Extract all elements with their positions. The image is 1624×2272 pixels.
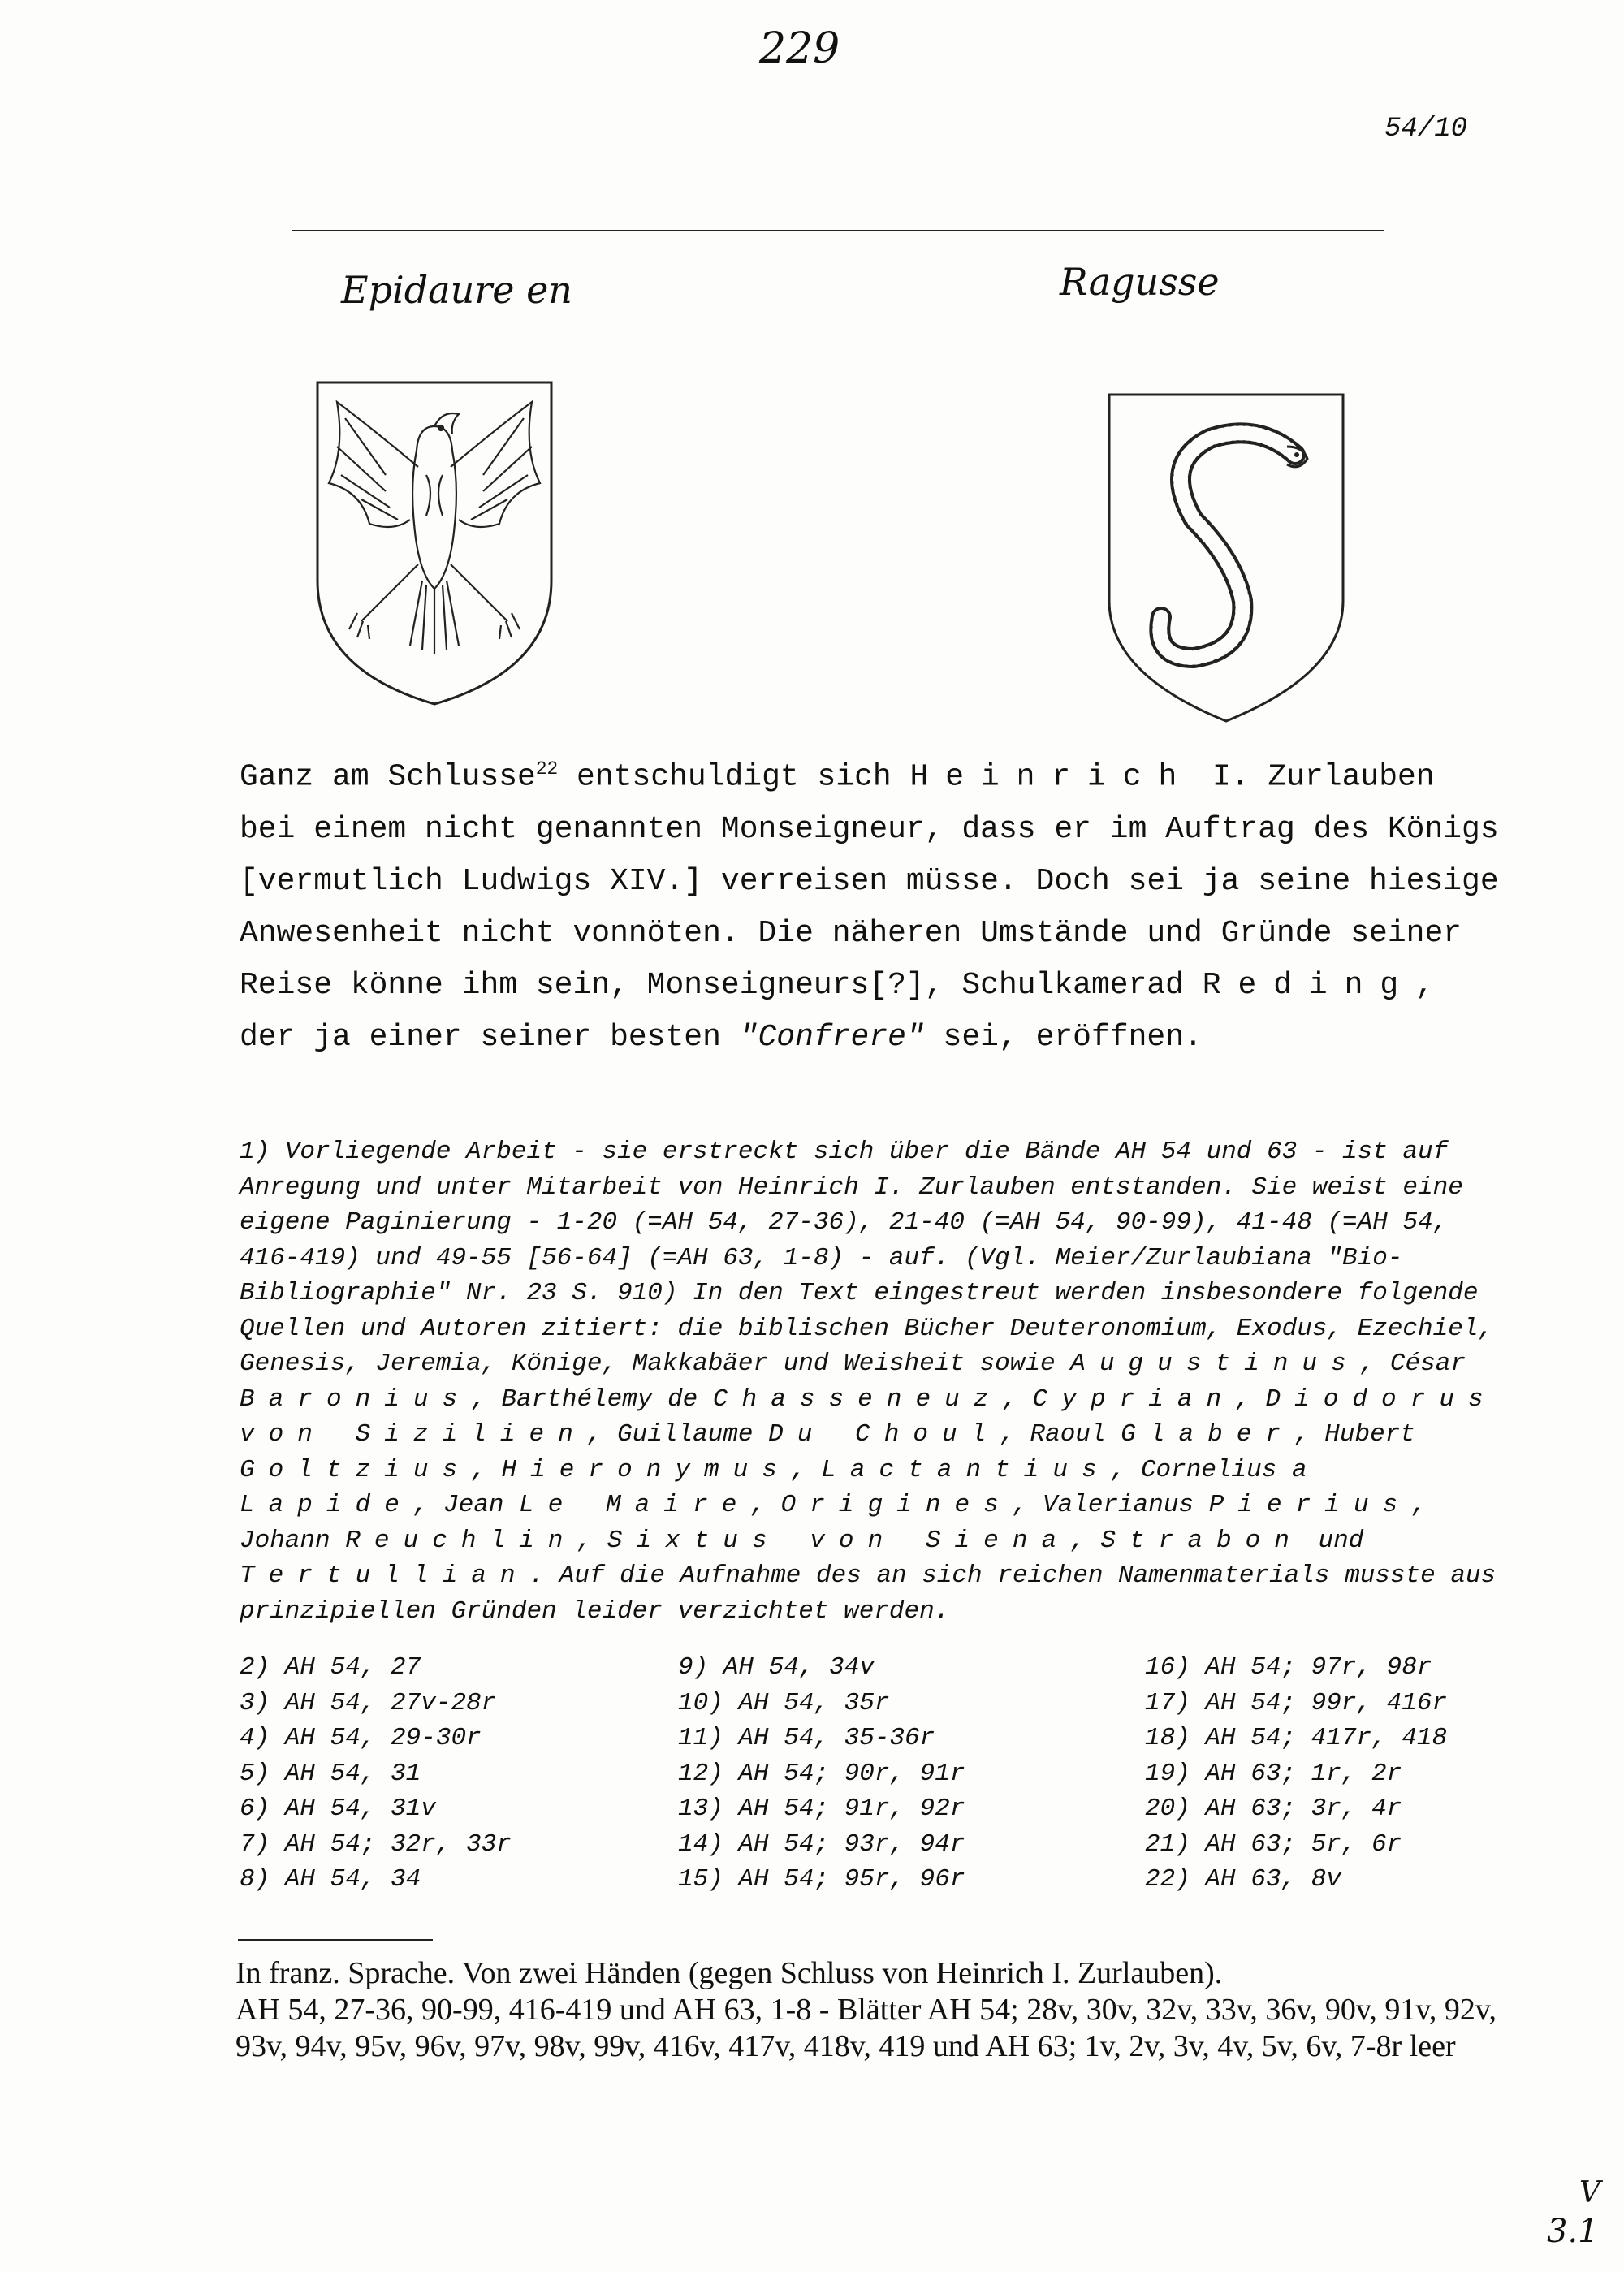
sep: ,: [1235, 1384, 1266, 1414]
name-le-maire: Le Maire: [519, 1491, 751, 1519]
name-chasseneuz: Chasseneuz: [712, 1384, 1003, 1414]
footnote-entry: 5) AH 54, 31: [240, 1759, 421, 1788]
name-augustinus: Augustinus: [1070, 1350, 1360, 1378]
sep: ,: [1070, 1526, 1101, 1555]
corner-mark: 3.1: [1547, 2213, 1599, 2250]
sep: ,: [471, 1455, 502, 1484]
footnote-entry: 13) AH 54; 91r, 92r: [678, 1795, 965, 1823]
footnote-entry: 11) AH 54, 35-36r: [678, 1724, 935, 1752]
footnote-column-left: [240, 1650, 512, 1898]
crest-right-label: Ragusse: [1060, 260, 1220, 304]
sep: ,: [790, 1455, 822, 1484]
footnote-entry: 6) AH 54, 31v: [240, 1795, 436, 1823]
sep: , César: [1359, 1350, 1466, 1378]
crest-left-label: Epidaure en: [341, 268, 572, 312]
name-reding: Reding: [1202, 967, 1416, 1003]
main-text-4: , der ja einer seiner besten: [240, 967, 1434, 1055]
name-hieronymus: Hieronymus: [501, 1455, 791, 1484]
footnote-column-middle: [678, 1650, 965, 1898]
footnote-entry: 10) AH 54, 35r: [678, 1688, 890, 1717]
footnote-entry: 15) AH 54; 95r, 96r: [678, 1865, 965, 1894]
sep: , Hubert: [1294, 1420, 1415, 1449]
source-note-rule: [238, 1939, 433, 1941]
corner-mark-v: V: [1579, 2176, 1600, 2209]
footnote-entry: 3) AH 54, 27v-28r: [240, 1688, 497, 1717]
sep: ,: [577, 1526, 607, 1555]
sep: ,: [750, 1491, 781, 1519]
footnote-entry: 21) AH 63; 5r, 6r: [1145, 1829, 1402, 1859]
quote-confrere: "Confrere": [739, 1019, 925, 1055]
footnote-entry: 20) AH 63; 3r, 4r: [1145, 1795, 1402, 1823]
sep: , Guillaume: [586, 1420, 769, 1449]
sep: , Raoul: [1000, 1420, 1121, 1449]
footnote-entry: 17) AH 54; 99r, 416r: [1145, 1688, 1448, 1717]
sep: und: [1302, 1526, 1364, 1555]
footnote-entry: 2) AH 54, 27: [240, 1653, 421, 1682]
serpent-coat-of-arms-icon: [1104, 390, 1348, 727]
name-du-choul: Du Choul: [768, 1420, 1000, 1449]
footnote-entry: 16) AH 54; 97r, 98r: [1145, 1653, 1432, 1682]
eagle-coat-of-arms-icon: [313, 378, 556, 711]
footnote-entry: 9) AH 54, 34v: [678, 1653, 875, 1682]
top-rule: [292, 230, 1384, 231]
name-diodorus: Diodorus von Sizilien: [240, 1384, 1497, 1449]
name-heinrich: Heinrich: [909, 759, 1194, 795]
sep: , Johann: [240, 1491, 1427, 1555]
name-sixtus: Sixtus von Siena: [607, 1526, 1071, 1555]
main-text-5: sei, eröffnen.: [924, 1019, 1203, 1055]
source-note: [235, 1955, 1510, 2065]
name-strabon: Strabon: [1100, 1526, 1303, 1555]
name-origines: Origines: [780, 1491, 1013, 1519]
footnote-entry: 8) AH 54, 34: [240, 1865, 421, 1894]
main-text-1: Ganz am Schlusse: [240, 759, 536, 795]
footnote-1: [240, 1134, 1506, 1629]
name-glaber: Glaber: [1121, 1420, 1295, 1449]
name-goltzius: Goltzius: [240, 1455, 472, 1484]
main-paragraph: [240, 743, 1502, 1064]
name-reuchlin: Reuchlin: [345, 1526, 577, 1555]
footnote-entry: 18) AH 54; 417r, 418: [1145, 1724, 1448, 1752]
handwritten-page-number: 229: [759, 24, 840, 73]
name-baronius: Baronius: [240, 1384, 472, 1414]
main-text-2: entschuldigt sich: [558, 759, 910, 795]
footnote-ref-22: 22: [535, 758, 559, 780]
sep: , Barthélemy de: [471, 1384, 713, 1414]
footnote-column-right: [1145, 1650, 1447, 1898]
source-note-line-2: AH 54, 27-36, 90-99, 416-419 und AH 63, 1-8 - Blätter AH 54; 28v, 30v, 32v, 33v, 36v, 90v, 91v, 92v, 93v, 94v, 95v, 96v, 97v, 98v, 99v, 416v, 417v, 418v, 419 und AH 63; 1v, 2v, 3v, 4v, 5v, 6v, 7-8r leer: [235, 1993, 1497, 2063]
name-pierius: Pierius: [1208, 1491, 1412, 1519]
archive-number: 54/10: [1384, 114, 1468, 145]
source-note-line-1: In franz. Sprache. Von zwei Händen (gegen Schluss von Heinrich I. Zurlauben).: [235, 1956, 1223, 1990]
main-text-3: I. Zurlauben bei einem nicht genannten Monseigneur, dass er im Auftrag des Königs [vermutlich Ludwigs XIV.] verreisen müsse. Doch sei ja seine hiesige Anwesenheit nicht vonnöten. Die näheren Umstände und Gründe seiner Reise könne ihm sein, Monseigneurs[?], Schulkamerad: [240, 759, 1499, 1003]
sep: , Cornelius a: [1110, 1455, 1307, 1484]
footnote-entry: 19) AH 63; 1r, 2r: [1145, 1759, 1402, 1788]
footnote-entry: 14) AH 54; 93r, 94r: [678, 1829, 965, 1859]
footnote-1-text-b: . Auf die Aufnahme des an sich reichen Namenmaterials musste aus prinzipiellen Gründen leider verzichtet werden.: [240, 1561, 1497, 1626]
sep: , Jean: [412, 1491, 520, 1519]
footnote-entry: 4) AH 54, 29-30r: [240, 1724, 482, 1752]
name-lactantius: Lactantius: [821, 1455, 1111, 1484]
name-cyprian: Cyprian: [1032, 1384, 1236, 1414]
name-lapide: Lapide: [240, 1491, 413, 1519]
footnote-entry: 12) AH 54; 90r, 91r: [678, 1759, 965, 1788]
footnote-entry: 22) AH 63, 8v: [1145, 1865, 1341, 1894]
name-tertullian: Tertullian: [240, 1561, 529, 1590]
footnote-entry: 7) AH 54; 32r, 33r: [240, 1829, 512, 1859]
sep: ,: [1002, 1384, 1033, 1414]
sep: , Valerianus: [1012, 1491, 1209, 1519]
footnote-1-text-a: 1) Vorliegende Arbeit - sie erstreckt sich über die Bände AH 54 und 63 - ist auf Anregung und unter Mitarbeit von Heinrich I. Zurlauben entstanden. Sie weist eine eigene Paginierung - 1-20 (=AH 54, 27-36), 21-40 (=AH 54, 90-99), 41-48 (=AH 54, 416-419) und 49-55 [56-64] (=AH 63, 1-8) - auf. (Vgl. Meier/Zurlaubiana "Bio-Bibliographie" Nr. 23 S. 910) In den Text eingestreut werden insbesondere folgende Quellen und Autoren zitiert: die biblischen Bücher Deuteronomium, Exodus, Ezechiel, Genesis, Jeremia, Könige, Makkabäer und Weisheit sowie: [240, 1138, 1494, 1378]
